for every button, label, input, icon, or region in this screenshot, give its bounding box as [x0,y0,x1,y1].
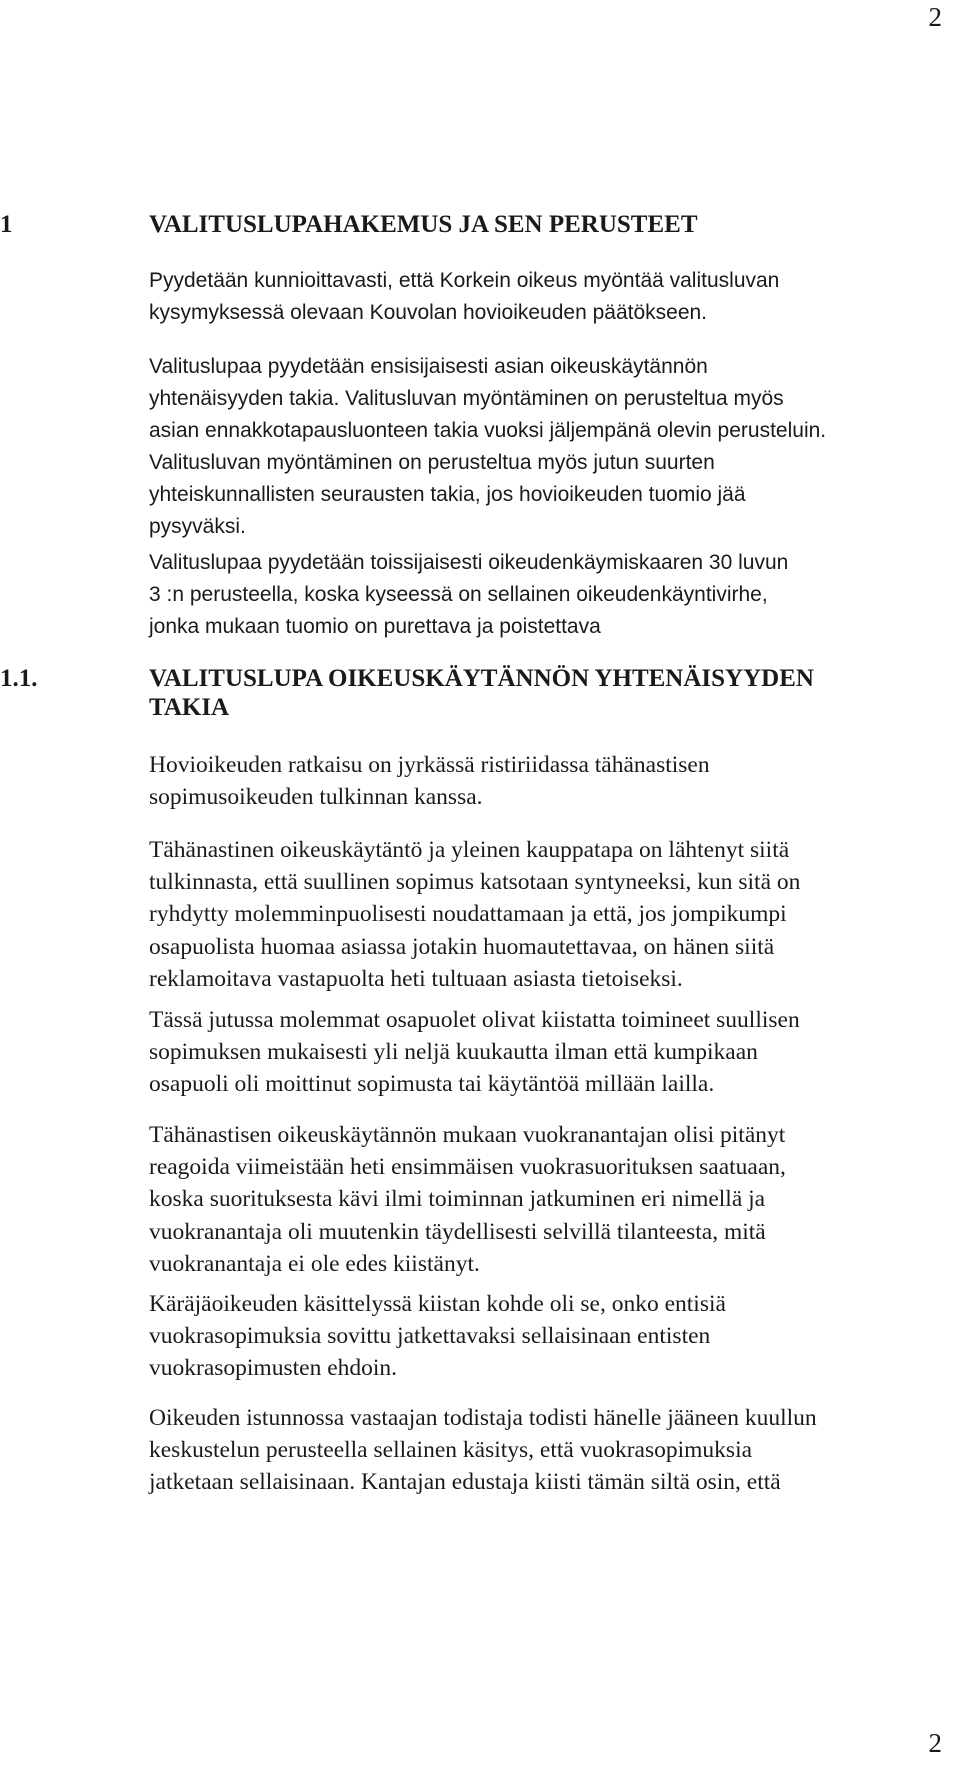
paragraph: Tähänastisen oikeuskäytännön mukaan vuokranantajan olisi pitänyt reagoida viimeistään heti ensimmäisen vuokrasuorituksen saatuaan, koska suorituksesta kävi ilmi toiminnan jatkuminen eri nimellä ja vuokranantaja oli muutenkin täydellisesti selvillä tilanteesta, mitä vuokranantaja ei ole edes kiistänyt. [149,1122,786,1277]
paragraph: Käräjäoikeuden käsittelyssä kiistan kohde oli se, onko entisiä vuokrasopimuksia sovittu jatkettavaksi sellaisinaan entisten vuokrasopimusten ehdoin. [149,1291,726,1382]
paragraph: Oikeuden istunnossa vastaajan todistaja todisti hänelle jääneen kuullun keskustelun perusteella sellainen käsitys, että vuokrasopimuksia jatketaan sellaisinaan. Kantajan edustaja kiisti tämän siltä osin, että [149,1405,817,1496]
page-number-bottom: 2 [928,1728,942,1758]
paragraph: Tässä jutussa molemmat osapuolet olivat kiistatta toimineet suullisen sopimuksen mukaisesti yli neljä kuukautta ilman että kumpikaan osapuoli oli moittinut sopimusta tai käytäntöä millään lailla. [149,1007,800,1098]
subsection-heading-line1: VALITUSLUPA OIKEUSKÄYTÄNNÖN YHTENÄISYYDEN [149,665,814,692]
page-number-top: 2 [928,2,942,32]
subsection-number: 1.1. [0,665,38,692]
section-heading: VALITUSLUPAHAKEMUS JA SEN PERUSTEET [149,211,698,238]
section-number: 1 [0,211,13,238]
paragraph: Hovioikeuden ratkaisu on jyrkässä ristiriidassa tähänastisen sopimusoikeuden tulkinnan kanssa. [149,752,710,811]
paragraph: Tähänastinen oikeuskäytäntö ja yleinen kauppatapa on lähtenyt siitä tulkinnasta, että suullinen sopimus katsotaan syntyneeksi, kun sitä on ryhdytty molemminpuolisesti noudattamaan ja että, jos jompikumpi osapuolista huomaa asiassa jotakin huomautettavaa, on hänen siitä reklamoitava vastapuolta heti tultuaan asiasta tietoiseksi. [149,837,801,992]
subsection-heading-line2: TAKIA [149,694,230,721]
paragraph: Valituslupaa pyydetään toissijaisesti oikeudenkäymiskaaren 30 luvun 3 :n perusteella, koska kyseessä on sellainen oikeudenkäyntivirhe, jonka mukaan tuomio on purettava ja poistettava [149,551,789,638]
paragraph: Valituslupaa pyydetään ensisijaisesti asian oikeuskäytännön yhtenäisyyden takia. Valitusluvan myöntäminen on perusteltua myös asian ennakkotapausluonteen takia vuoksi jäljempänä olevin perusteluin. Valitusluvan myöntäminen on perusteltua myös jutun suurten yhteiskunnallisten seurausten takia, jos hovioikeuden tuomio jää pysyväksi. [149,355,827,538]
paragraph: Pyydetään kunnioittavasti, että Korkein oikeus myöntää valitusluvan kysymyksessä olevaan Kouvolan hovioikeuden päätökseen. [149,269,780,324]
